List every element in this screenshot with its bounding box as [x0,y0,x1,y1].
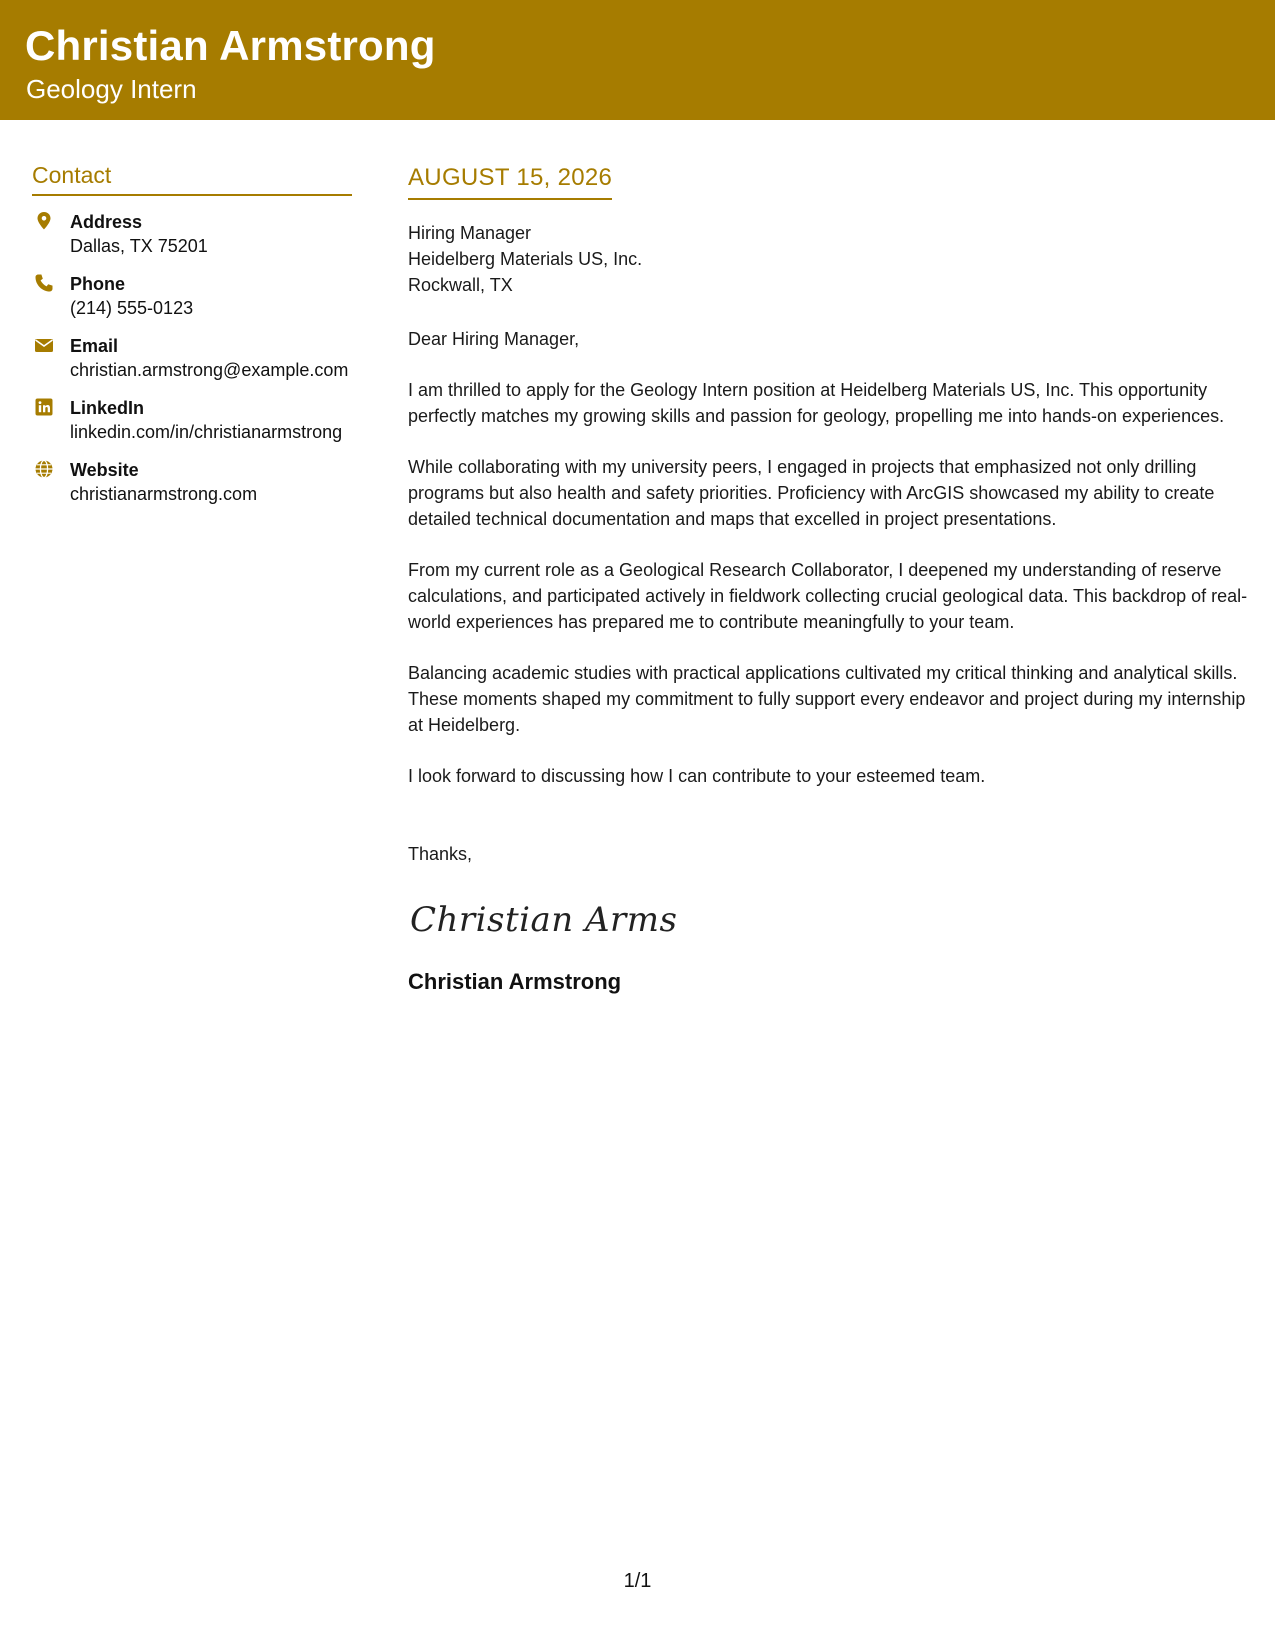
salutation: Dear Hiring Manager, [408,329,580,349]
contact-label: Phone [70,274,126,294]
body-paragraph: I am thrilled to apply for the Geology Intern position at Heidelberg Materials US, Inc. This opportunity perfectly matches my growing skills and passion for geology, propelling me into hands-on experiences. [408,380,1225,426]
signature [408,891,1253,947]
body-paragraph: While collaborating with my university peers, I engaged in projects that emphasized not only drilling programs but also health and safety priorities. Proficiency with ArcGIS showcased my ability to create detailed technical documentation and maps that excelled in project presentations. [408,457,1215,529]
contact-value: linkedin.com/in/christianarmstrong [70,422,343,442]
body-paragraph: From my current role as a Geological Research Collaborator, I deepened my understanding of reserve calculations, and participated actively in fieldwork collecting crucial geological data. This backdrop of real-world experiences has prepared me to contribute meaningfully to your team. [408,560,1248,632]
contact-value: (214) 555-0123 [70,298,194,318]
contact-email [32,334,352,382]
body-paragraph: I look forward to discussing how I can contribute to your esteemed team. [408,766,986,786]
signature-image [408,891,678,947]
contact-sidebar [32,162,352,520]
body-paragraph: Balancing academic studies with practical applications cultivated my critical thinking and analytical skills. These moments shaped my commitment to fully support every endeavor and project during my internship at Heidelberg. [408,663,1246,735]
letter-date: AUGUST 15, 2026 [408,164,612,200]
recipient-line: Rockwall, TX [408,275,513,295]
contact-linkedin [32,396,352,444]
recipient-line: Hiring Manager [408,223,532,243]
map-pin-icon [34,211,54,231]
closing: Thanks, [408,844,473,864]
linkedin-icon [34,397,54,417]
contact-value: christianarmstrong.com [70,484,258,504]
globe-icon [34,459,54,479]
recipient-line: Heidelberg Materials US, Inc. [408,249,643,269]
applicant-name: Christian Armstrong [25,22,436,69]
header-banner [0,0,1275,120]
contact-section-title: Contact [32,162,352,196]
contact-value: christian.armstrong@example.com [70,360,349,380]
applicant-role: Geology Intern [26,74,197,104]
contact-label: Email [70,336,119,356]
contact-label: Address [70,212,143,232]
envelope-icon [34,335,54,355]
contact-label: Website [70,460,139,480]
contact-address [32,210,352,258]
page-number: 1/1 [623,1570,652,1592]
contact-value: Dallas, TX 75201 [70,236,208,256]
recipient-block [408,220,1253,298]
contact-phone [32,272,352,320]
contact-website [32,458,352,506]
cover-letter [408,164,1253,995]
phone-icon [34,273,54,293]
contact-label: LinkedIn [70,398,145,418]
signature-text: Christian Armst [410,900,678,940]
signer-name: Christian Armstrong [408,969,622,994]
